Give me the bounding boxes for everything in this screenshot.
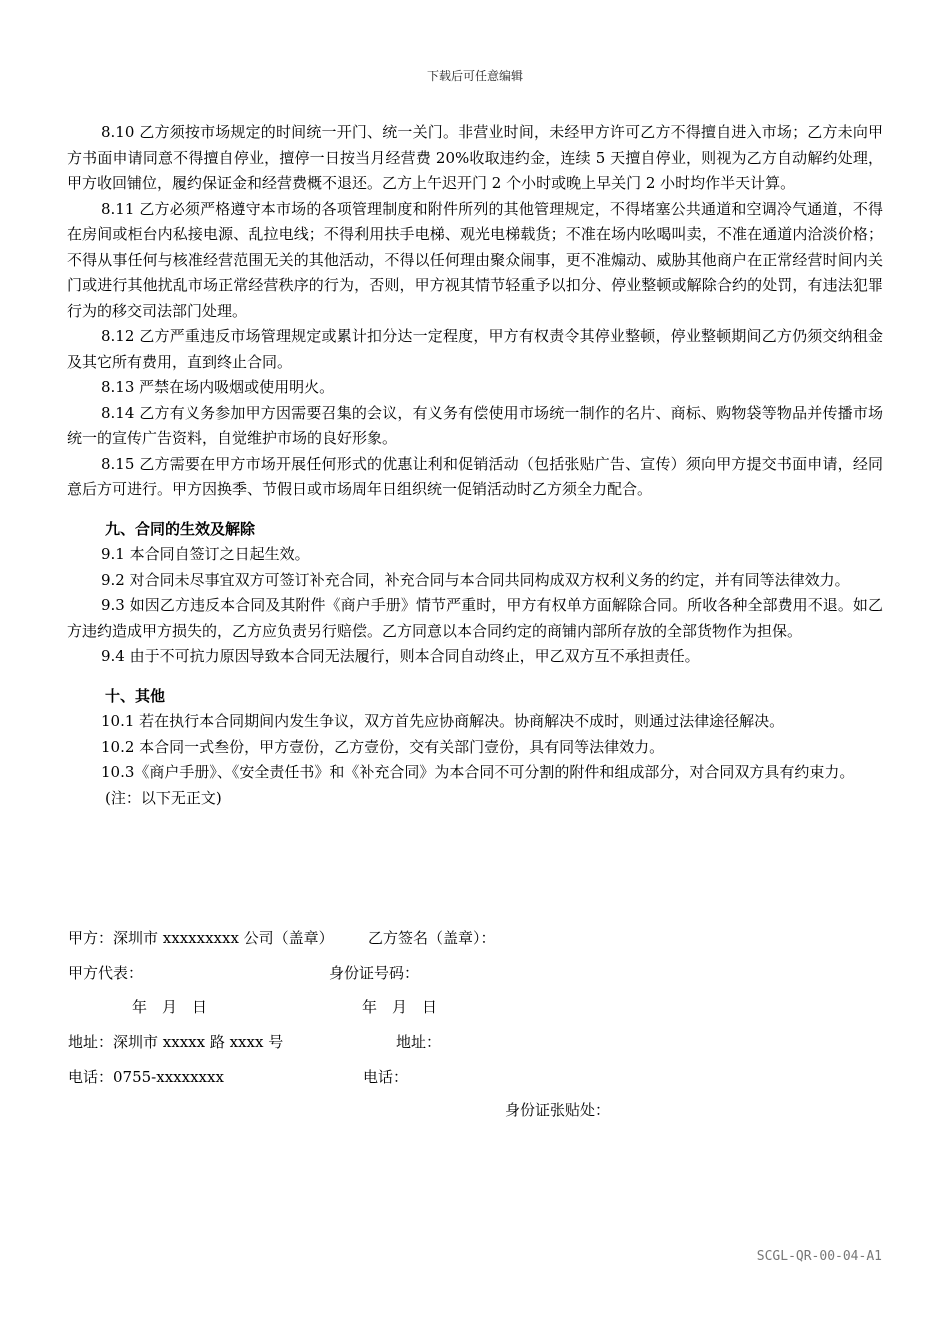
party-a-date: 年 月 日 — [132, 998, 208, 1016]
party-b-address-label: 地址： — [396, 1033, 442, 1051]
clause-paragraph: 9.3 如因乙方违反本合同及其附件《商户手册》情节严重时，甲方有权单方面解除合同。所收各种全部费用不退。如乙方违约造成甲方损失的，乙方应负责另行赔偿。乙方同意以本合同约定的商铺内部所存放的全部货物作为担保。 — [67, 596, 883, 640]
party-a-label: 甲方：深圳市 xxxxxxxxx 公司（盖章） — [68, 929, 334, 947]
clause-paragraph: 9.2 对合同未尽事宜双方可签订补充合同，补充合同与本合同共同构成双方权利义务的约定，并有同等法律效力。 — [101, 570, 850, 589]
clause-paragraph: 8.11 乙方必须严格遵守本市场的各项管理制度和附件所列的其他管理规定，不得堵塞公共通道和空调冷气通道，不得在房间或柜台内私接电源、乱拉电线；不得利用扶手电梯、观光电梯载货；不准在场内吆喝叫卖，不准在通道内洽淡价格；不得从事任何与核准经营范围无关的其他活动，不得以任何理由聚众闹事，更不准煽动、威胁其他商户在正常经营时间内关门或进行其他扰乱市场正常经营秩序的行为，否则，甲方视其情节轻重予以扣分、停业整顿或解除合约的处罚，有违法犯罪行为的移交司法部门处理。 — [67, 199, 883, 320]
id-card-paste-area-label: 身份证张贴处： — [505, 1101, 611, 1119]
clause-paragraph: 10.3《商户手册》、《安全责任书》和《补充合同》为本合同不可分割的附件和组成部分，对合同双方具有约束力。 — [101, 763, 855, 781]
contract-body — [67, 120, 883, 811]
party-b-phone-label: 电话： — [363, 1068, 409, 1086]
section-heading: 十、其他 — [105, 686, 166, 705]
id-number-label: 身份证号码： — [329, 964, 420, 982]
document-code: SCGL-QR-00-04-A1 — [756, 1249, 882, 1264]
party-a-phone: 电话：0755-xxxxxxxx — [68, 1068, 224, 1086]
section-heading: 九、合同的生效及解除 — [105, 519, 256, 538]
clause-paragraph: 8.13 严禁在场内吸烟或使用明火。 — [101, 378, 335, 396]
clause-paragraph: 9.4 由于不可抗力原因导致本合同无法履行，则本合同自动终止，甲乙双方互不承担责任。 — [101, 647, 700, 665]
clause-paragraph: 10.2 本合同一式叁份，甲方壹份，乙方壹份，交有关部门壹份，具有同等法律效力。 — [101, 737, 665, 756]
clause-paragraph: 8.14 乙方有义务参加甲方因需要召集的会议，有义务有偿使用市场统一制作的名片、商标、购物袋等物品并传播市场统一的宣传广告资料，自觉维护市场的良好形象。 — [67, 403, 883, 447]
clause-paragraph: 8.15 乙方需要在甲方市场开展任何形式的优惠让利和促销活动（包括张贴广告、宣传）须向甲方提交书面申请，经同意后方可进行。甲方因换季、节假日或市场周年日组织统一促销活动时乙方须全力配合。 — [67, 454, 883, 498]
party-a-address: 地址：深圳市 xxxxx 路 xxxx 号 — [68, 1033, 284, 1051]
end-note: (注：以下无正文) — [105, 788, 222, 807]
party-b-signature-label: 乙方签名（盖章）： — [368, 929, 496, 947]
clause-paragraph: 10.1 若在执行本合同期间内发生争议，双方首先应协商解决。协商解决不成时，则通过法律途径解决。 — [101, 712, 785, 730]
clause-paragraph: 8.12 乙方严重违反市场管理规定或累计扣分达一定程度，甲方有权责令其停业整顿，停业整顿期间乙方仍须交纳租金及其它所有费用，直到终止合同。 — [67, 327, 883, 371]
clause-paragraph: 9.1 本合同自签订之日起生效。 — [101, 545, 310, 563]
party-a-representative-label: 甲方代表： — [68, 964, 144, 982]
page-header: 下载后可任意编辑 — [426, 69, 523, 83]
clause-paragraph: 8.10 乙方须按市场规定的时间统一开门、统一关门。非营业时间，未经甲方许可乙方不得擅自进入市场；乙方未向甲方书面申请同意不得擅自停业，擅停一日按当月经营费 20%收取违约金，连续 5 天擅自停业，则视为乙方自动解约处理，甲方收回铺位，履约保证金和经营费概不退还。乙方上午迟开门 2 个小时或晚上早关门 2 小时均作半天计算。 — [67, 123, 883, 192]
party-b-date: 年 月 日 — [362, 998, 438, 1016]
